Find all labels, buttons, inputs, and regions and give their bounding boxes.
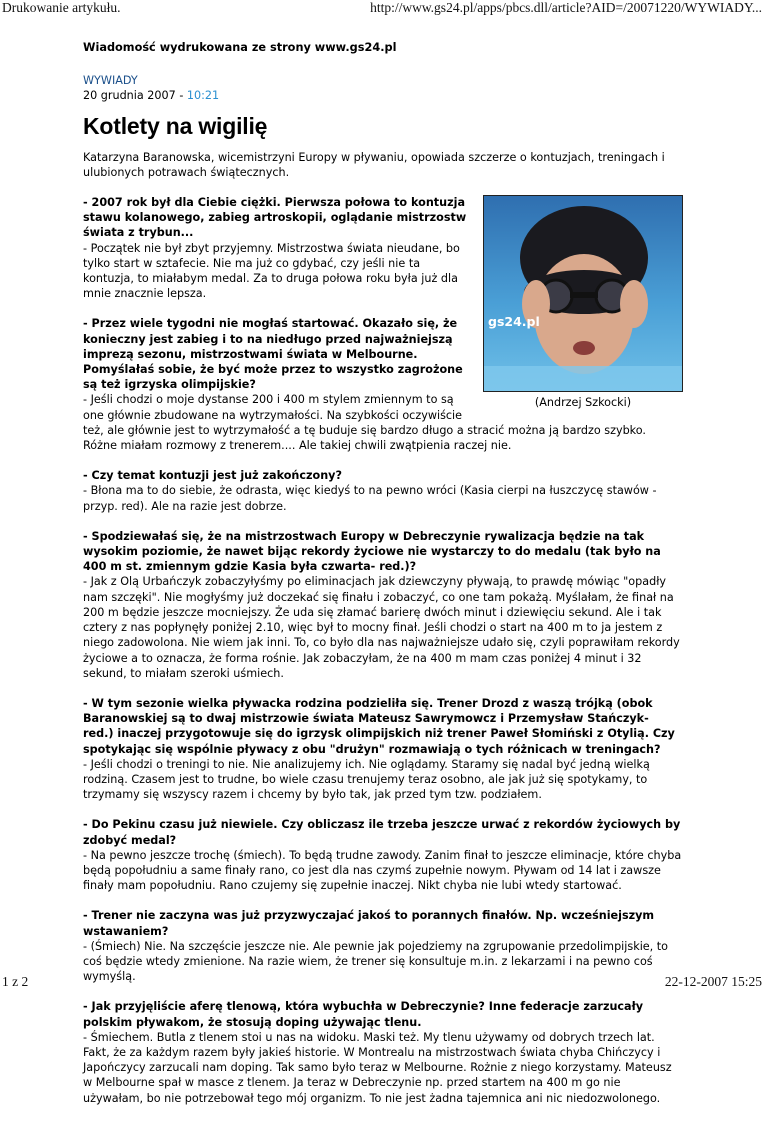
photo-watermark: gs24.pl [488,314,540,330]
article [83,40,683,1121]
qa-item [83,817,683,893]
answer: - Jeśli chodzi o moje dystanse 200 i 400 m stylem zmiennym to są one głównie zbudowane na wytrzymałości. Na szybkości oczywiście też, ale głównie jest to wytrzymałość a tę buduje się bardzo długo a stracić można ją bardzo szybko. Różne miałam rozmowy z trenerem.... Ale takiej chwili zwątpienia raczej nie. [83,393,646,453]
question: - Czy temat kontuzji jest już zakończony? [83,469,342,483]
question: - Trener nie zaczyna was już przyzwyczajać jakoś to porannych finałów. Np. wcześniejszym wstawaniem? [83,909,655,938]
category-link[interactable]: WYWIADY [83,74,138,88]
question: - Jak przyjęliście aferę tlenową, która wybuchła w Debreczynie? Inne federacje zarzucały polskim pływakom, że stosują doping używając tlenu. [83,1000,644,1029]
question: - Do Pekinu czasu już niewiele. Czy obliczasz ile trzeba jeszcze urwać z rekordów życiowych by zdobyć medal? [83,818,681,847]
print-header-url: http://www.gs24.pl/apps/pbcs.dll/article?AID=/20071220/WYWIADY... [370,0,762,15]
article-lead: Katarzyna Baranowska, wicemistrzyni Europy w pływaniu, opowiada szczerze o kontuzjach, treningach i ulubionych potrawach świątecznych. [83,150,665,179]
answer: - Błona ma to do siebie, że odrasta, więc kiedyś to na pewno wróci (Kasia cierpi na łuszczycę stawów - przyp. red). Ale na razie jest dobrze. [83,484,657,513]
answer: - Na pewno jeszcze trochę (śmiech). To będą trudne zawody. Zanim finał to jeszcze eliminacje, które chyba będą popołudniu a same finały rano, co jest dla nas czymś zupełnie nowym. Pływam od 14 lat i zawsze finały mam popołudniu. Rano czujemy się zupełnie inaczej. Nikt chyba nie lubi wtedy startować. [83,848,682,893]
article-date [83,88,683,103]
date-text: 20 grudnia 2007 - [83,89,187,103]
question: - W tym sezonie wielka pływacka rodzina podzieliła się. Trener Drozd z waszą trójką (obok Baranowskiej są to dwaj mistrzowie świata Mateusz Sawrymowcz i Przemysław Stańczyk- red.) inaczej przygotowuje się do igrzysk olimpijskich niż trener Paweł Słomiński z Otylią. Czy spotykając się wspólnie pływacy z obu "drużyn" rozmawiają o tych różnicach w treningach? [83,696,675,756]
time-text: 10:21 [186,89,220,103]
qa-item [83,529,683,681]
question: - Przez wiele tygodni nie mogłaś startować. Okazało się, że konieczny jest zabieg i to na niedługo przed najważniejszą imprezą sezonu, mistrzostwami świata w Melbourne. Pomyślałaś sobie, że być może przez to wszystko zagrożone są też igrzyska olimpijskie? [83,317,463,392]
print-header-title: Drukowanie artykułu. [2,0,121,15]
answer: - (Śmiech) Nie. Na szczęście jeszcze nie. Ale pewnie jak pojedziemy na zgrupowanie przedolimpijskie, to coś będzie wtedy zmienione. Na razie wiem, że trener się konsultuje m.in. z lekarzami i na pewno coś wymyślą. [83,939,669,984]
source-line: Wiadomość wydrukowana ze strony www.gs24.pl [83,41,397,54]
qa-item [83,908,683,984]
answer: - Początek nie był zbyt przyjemny. Mistrzostwa świata nieudane, bo tylko start w sztafecie. Nie ma już co gdybać, czy jeśli nie ta kontuzja, to miałabym medal. Za to druga połowa roku była już dla mnie znacznie lepsza. [83,241,460,301]
qa-item [83,468,683,514]
qa-item [83,999,683,1105]
article-title: Kotlety na wigilię [83,112,268,139]
qa-item [83,696,683,802]
question: - Spodziewałaś się, że na mistrzostwach Europy w Debreczynie rywalizacja będzie na tak wysokim poziomie, że nawet bijąc rekordy życiowe nie wystarczy to do medalu (tak było na 400 m st. zmiennym gdzie Kasia była czwarta- red.)? [83,529,661,574]
photo-caption: (Andrzej Szkocki) [534,396,632,410]
answer: - Śmiechem. Butla z tlenem stoi u nas na widoku. Maski też. My tlenu używamy od dobrych trzech lat. Fakt, że za każdym razem były jakieś historie. W Montrealu na mistrzostwach świata chyba Chińczycy i Japończycy zarzucali nam doping. Tak samo było teraz w Melbourne. Rożnie z niego korzystamy. Mateusz w Melbourne spał w masce z tlenem. Ja teraz w Debreczynie np. przed startem na 400 m go nie używałam, bo nie potrzebował tego mój organizm. To nie jest żadna tajemnica ani nic niedozwolonego. [83,1030,672,1105]
swimmer-photo [483,195,683,392]
answer: - Jeśli chodzi o treningi to nie. Nie analizujemy ich. Nie oglądamy. Staramy się nadal być jedną wielką rodziną. Czasem jest to trudne, bo wiele czasu trenujemy teraz osobno, ale jak już się spotykamy, to trzymamy się wszyscy razem i chcemy by było tak, jak przed tym tzw. podziałem. [83,757,650,802]
print-footer-timestamp: 22-12-2007 15:25 [664,974,762,989]
print-footer-page: 1 z 2 [2,974,29,989]
answer: - Jak z Olą Urbańczyk zobaczyłyśmy po eliminacjach jak dziewczyny pływają, to prawdę mówiąc "opadły nam szczęki". Nie mogłyśmy już doczekać się finału i zobaczyć, co one tam pokażą. Myślałam, że finał na 200 m będzie jeszcze mocniejszy. Że uda się złamać barierę dwóch minut i dziewięciu sekund. Ale i tak cztery z nas popłynęły poniżej 2.10, więc był to mocny finał. Jeśli chodzi o start na 400 m to ja jestem z niego zadowolona. Nie wiem jak inni. To, co było dla nas najważniejsze udało się, czyli poprawiłam rekordy życiowe a to oznacza, że forma rośnie. Jak zobaczyłam, że na 400 m mam czas poniżej 4 minut i 32 sekund, to miałam szeroki uśmiech. [83,575,680,680]
question: - 2007 rok był dla Ciebie ciężki. Pierwsza połowa to kontuzja stawu kolanowego, zabieg artroskopii, oglądanie mistrzostw świata z trybun... [83,196,467,240]
article-photo[interactable] [483,195,683,410]
